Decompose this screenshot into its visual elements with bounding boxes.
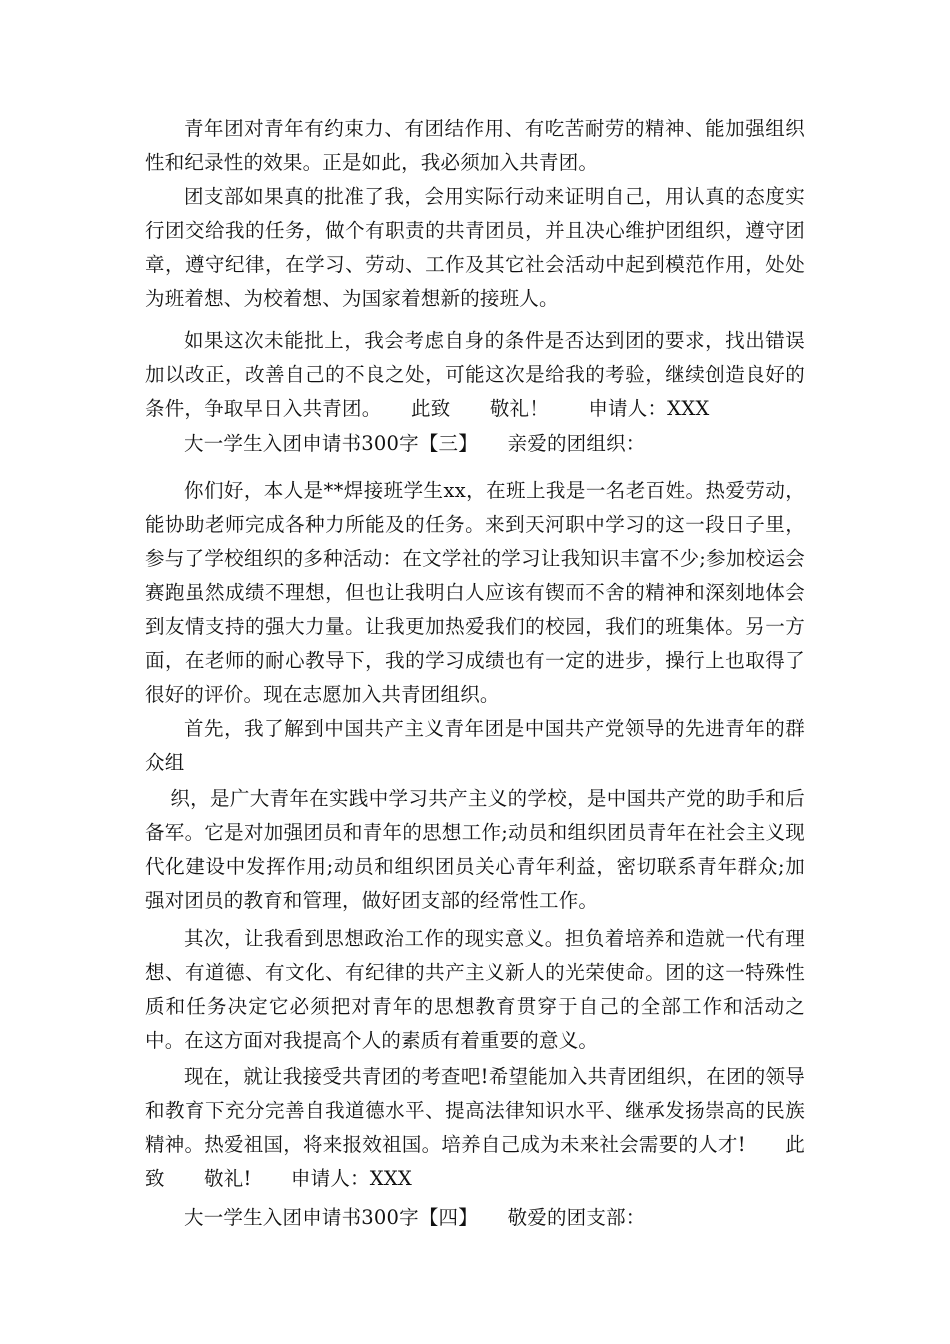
section-heading-four: 大一学生入团申请书300字【四】 敬爱的团支部：	[184, 1206, 646, 1229]
paragraph-if-rejected-closing: 如果这次未能批上，我会考虑自身的条件是否达到团的要求，找出错误加以改正，改善自己的不良之处，可能这次是给我的考验，继续创造良好的条件，争取早日入共青团。 此致 敬礼！ 申请人：XXX	[145, 329, 805, 420]
paragraph-second-political-work: 其次，让我看到思想政治工作的现实意义。担负着培养和造就一代有理想、有道德、有文化、有纪律的共产主义新人的光荣使命。团的这一特殊性质和任务决定它必须把对青年的思想教育贯穿于自己的全部工作和活动之中。在这方面对我提高个人的素质有着重要的意义。	[145, 927, 805, 1052]
paragraph-self-introduction: 你们好，本人是**焊接班学生xx，在班上我是一名老百姓。热爱劳动，能协助老师完成各种力所能及的任务。来到天河职中学习的这一段日子里，参与了学校组织的多种活动：在文学社的学习让我知识丰富不少;参加校运会赛跑虽然成绩不理想，但也让我明白人应该有锲而不舍的精神和深刻地体会到友情支持的强大力量。让我更加热爱我们的校园，我们的班集体。另一方面，在老师的耐心教导下，我的学习成绩也有一定的进步，操行上也取得了很好的评价。现在志愿加入共青团组织。	[145, 479, 805, 706]
paragraph-organization-role: 织，是广大青年在实践中学习共产主义的学校，是中国共产党的助手和后备军。它是对加强团员和青年的思想工作;动员和组织团员青年在社会主义现代化建设中发挥作用;动员和组织团员关心青年利益，密切联系青年群众;加强对团员的教育和管理，做好团支部的经常性工作。	[145, 787, 805, 912]
paragraph-first-understanding: 首先，我了解到中国共产主义青年团是中国共产党领导的先进青年的群众组	[145, 717, 805, 774]
section-heading-three: 大一学生入团申请书300字【三】 亲爱的团组织：	[184, 432, 646, 455]
paragraph-commitment: 团支部如果真的批准了我，会用实际行动来证明自己，用认真的态度实行团交给我的任务，做个有职责的共青团员，并且决心维护团组织，遵守团章，遵守纪律，在学习、劳动、工作及其它社会活动中起到模范作用，处处为班着想、为校着想、为国家着想新的接班人。	[145, 185, 805, 310]
paragraph-youth-league-role: 青年团对青年有约束力、有团结作用、有吃苦耐劳的精神、能加强组织性和纪录性的效果。正是如此，我必须加入共青团。	[145, 117, 805, 174]
paragraph-now-accept-review: 现在，就让我接受共青团的考查吧!希望能加入共青团组织，在团的领导和教育下充分完善自我道德水平、提高法律知识水平、继承发扬崇高的民族精神。热爱祖国，将来报效祖国。培养自己成为未来社会需要的人才! 此致 敬礼! 申请人：XXX	[145, 1065, 805, 1190]
